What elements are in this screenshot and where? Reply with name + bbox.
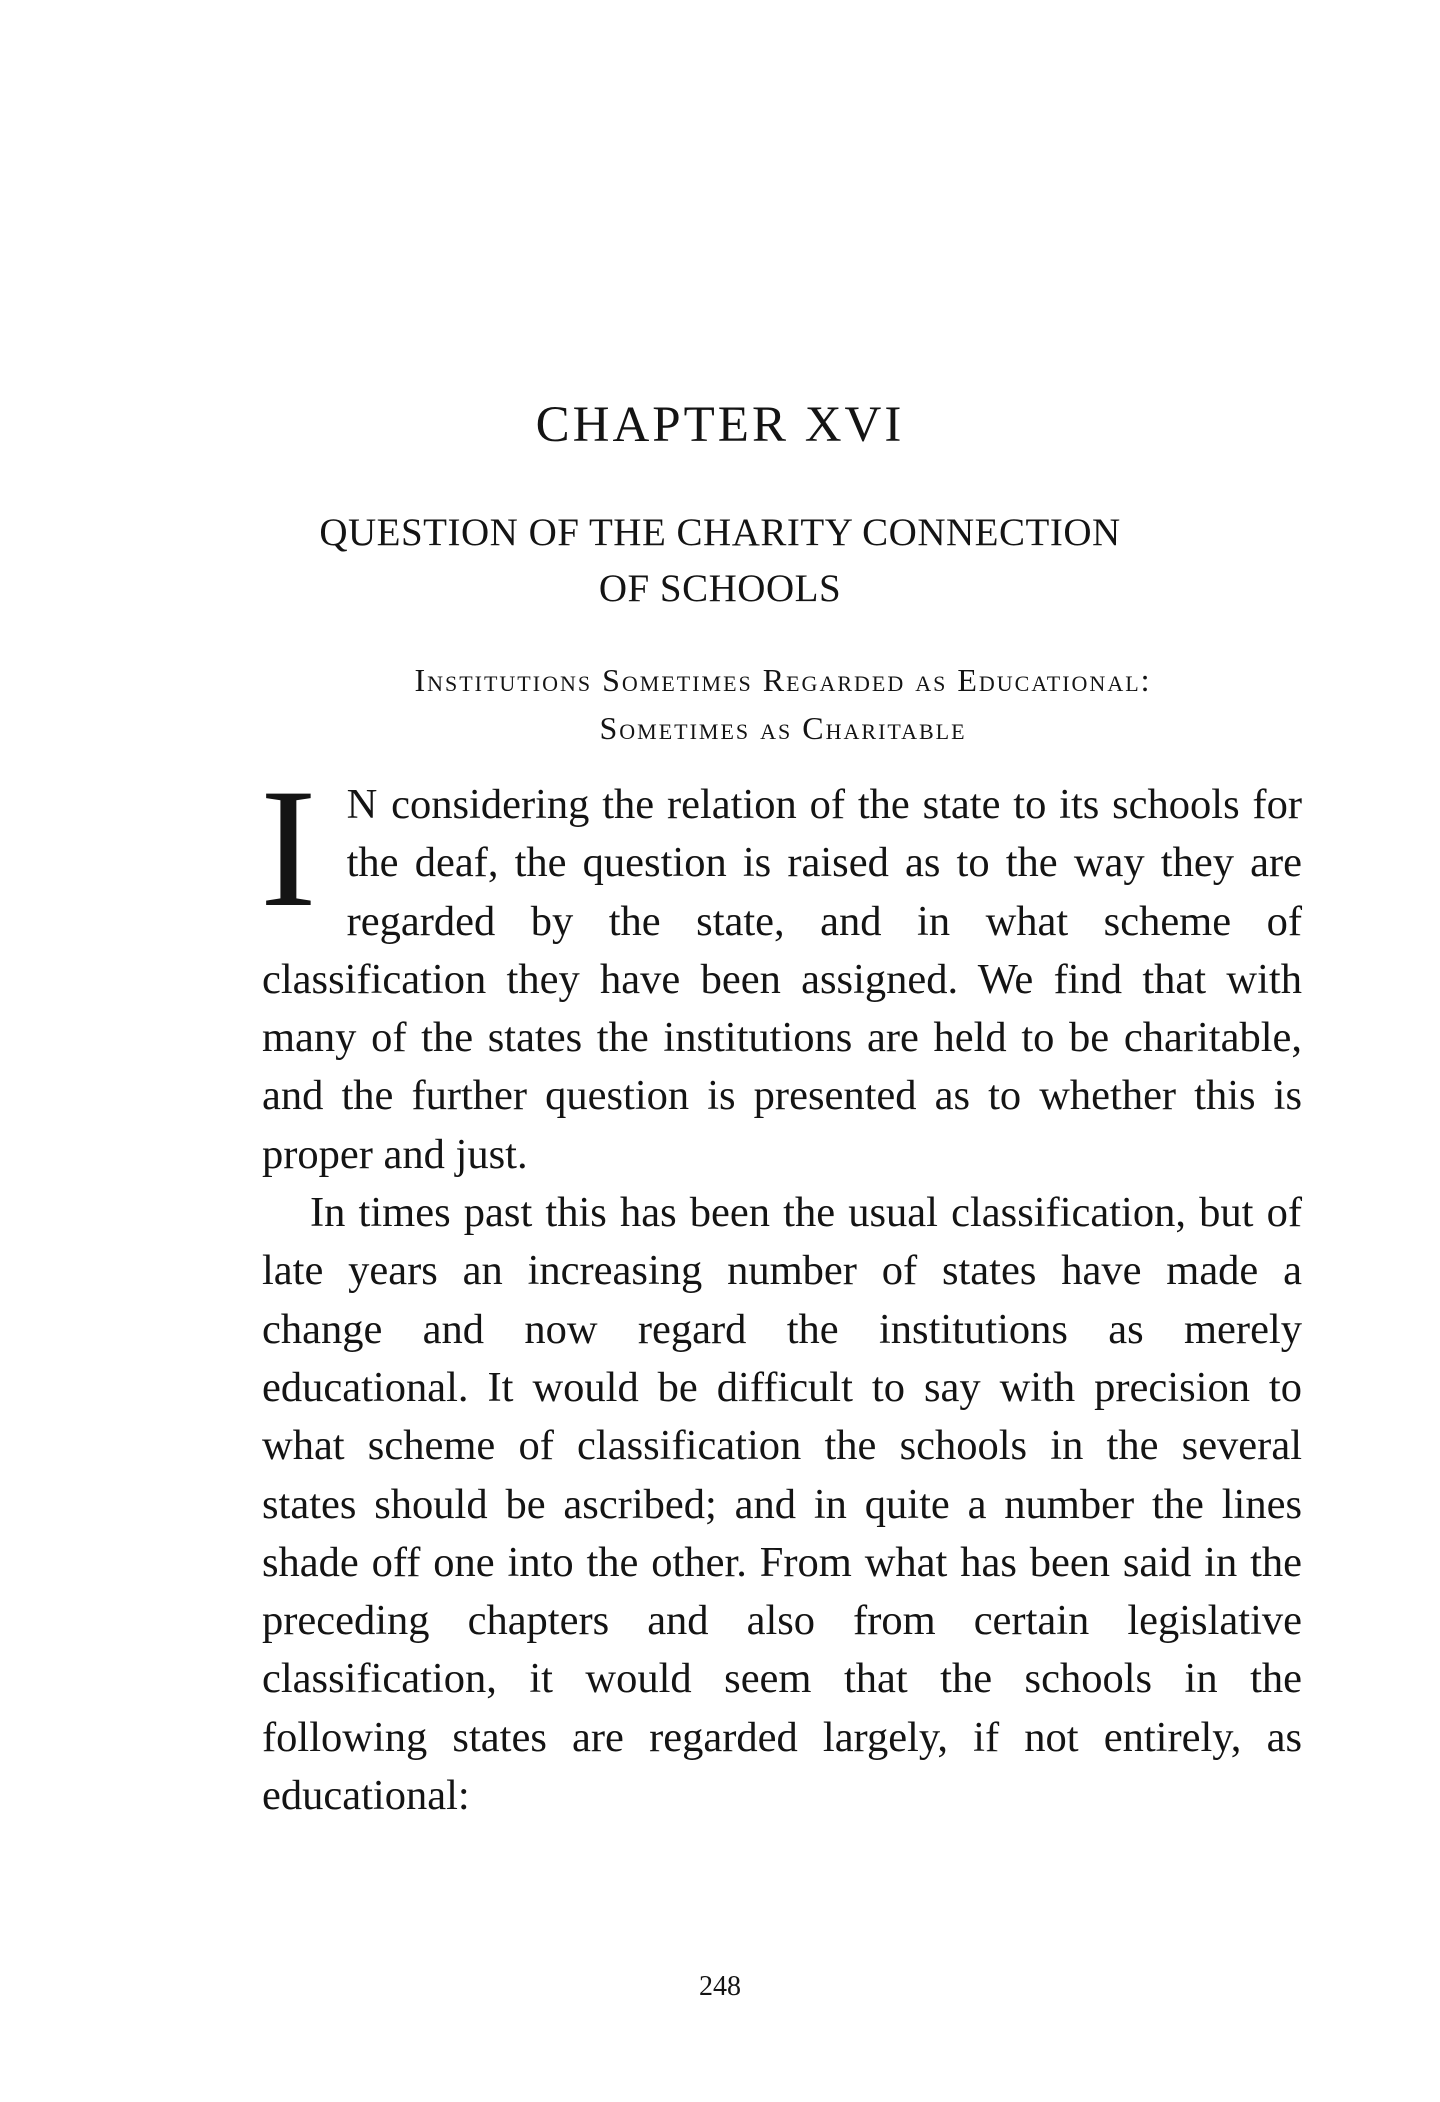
lead-in-letter: N: [346, 781, 379, 828]
chapter-heading-line-1: QUESTION OF THE CHARITY CONNECTION: [319, 511, 1121, 554]
drop-cap: I: [260, 754, 317, 942]
paragraph: [260, 754, 1302, 1184]
paragraph: In times past this has been the usual classification, but of late years an increasing number of states have made a change and now regard the institutions as merely educational. It would be difficult to say with precision to what scheme of classification the schools in the several states should be ascribed; and in quite a number the lines shade off one into the other. From what has been said in the preceding chapters and also from certain legislative classification, it would seem that the schools in the following states are regarded largely, if not entirely, as educational:: [262, 1189, 1302, 1820]
chapter-heading: [0, 505, 1440, 617]
body-text: [260, 754, 1302, 1825]
chapter-subheading-line-2: Sometimes as Charitable: [599, 710, 967, 746]
paragraph-text: considering the relation of the state to its schools for the deaf, the question is raised as to the way they are regarded by the state, and in what scheme of classification they have been assigned. We find that with many of the states the institutions are held to be charitable, and the further question is presented as to whether this is proper and just.: [262, 781, 1302, 1178]
chapter-heading-line-2: OF SCHOOLS: [598, 567, 842, 610]
page-number: 248: [699, 1971, 741, 2002]
chapter-title: CHAPTER XVI: [535, 397, 905, 453]
chapter-subheading-line-1: Institutions Sometimes Regarded as Educational:: [414, 662, 1152, 698]
chapter-subheading: [262, 656, 1304, 752]
